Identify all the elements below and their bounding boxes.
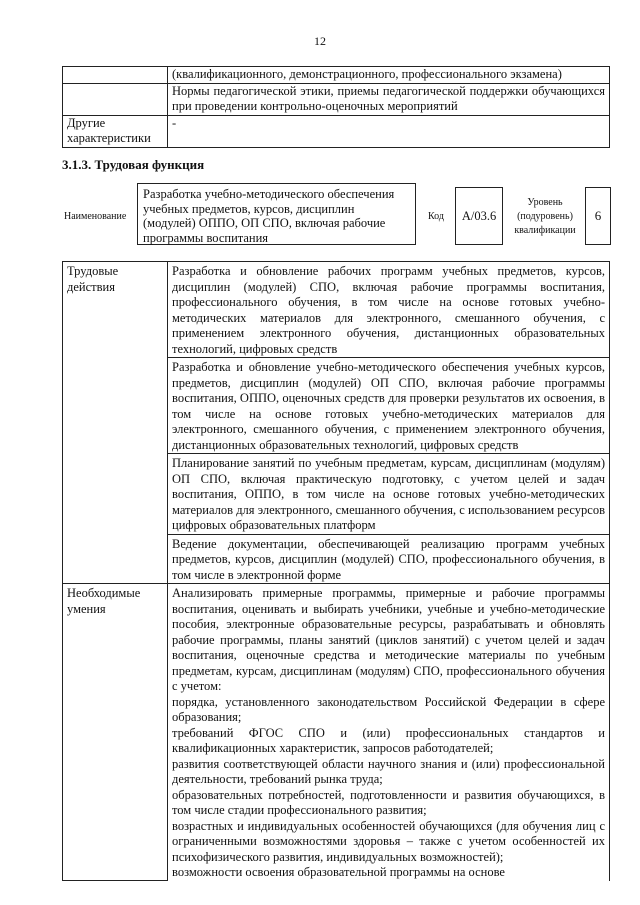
other-characteristics-label: Другие характеристики <box>63 115 168 147</box>
ethics-norms: Нормы педагогической этики, приемы педагогической поддержки обучающихся при проведении контрольно-оценочных мероприятий <box>168 83 610 115</box>
skill-item: порядка, установленного законодательством Российской Федерации в сфере образования; <box>172 694 605 724</box>
labor-action: Ведение документации, обеспечивающей реализацию программ учебных предметов, курсов, дисциплин (модулей) СПО, профессионального обучения, в том числе в электронной форме <box>168 534 610 584</box>
section-heading: 3.1.3. Трудовая функция <box>62 157 205 172</box>
level-box: 6 <box>585 187 611 245</box>
labor-action: Планирование занятий по учебным предметам, курсам, дисциплинам (модулям) ОП СПО, включая практическую подготовку, с учетом целей и задач воспитания, ОППО, в том числе на основе готовых учебно-методических материалов для электронного, смешанного обучения, с использованием ресурсов цифровых образовательных платформ <box>168 454 610 535</box>
required-skills-cell <box>168 584 610 881</box>
skill-item: возрастных и индивидуальных особенностей обучающихся (для обучения лиц с ограниченными возможностями здоровья – также с учетом особенностей их психофизического развития, индивидуальных возможностей); <box>172 818 605 864</box>
function-name-box: Разработка учебно-методического обеспечения учебных предметов, курсов, дисциплин (модулей) ОППО, ОП СПО, включая рабочие программы воспитания <box>137 183 416 245</box>
function-table <box>62 261 610 881</box>
labor-actions-label: Трудовые действия <box>63 262 168 584</box>
skill-item: Анализировать примерные программы, примерные и рабочие программы воспитания, оценивать и выбирать учебники, учебные и учебно-методические пособия, электронные образовательные ресурсы, разрабатывать и обновлять рабочие программы, планы занятий (циклов занятий) с учетом целей и задач воспитания, оценочные средства и методические материалы по учебным предметам, курсам, дисциплинам (модулям) СПО, профессионального обучения с учетом: <box>172 586 605 693</box>
skill-item: возможности освоения образовательной программы на основе <box>172 865 505 879</box>
labor-action: Разработка и обновление учебно-методического обеспечения учебных курсов, предметов, дисциплин (модулей) ОП СПО, включая рабочие программы воспитания, ОППО, оценочных средств для проверки результатов их освоения, в том числе на основе готовых учебно-методических материалов для электронного, смешанного обучения, с применением электронного обучения, дистанционных образовательных технологий, цифровых средств <box>168 358 610 454</box>
skill-item: требований ФГОС СПО и (или) профессиональных стандартов и квалификационных характеристик, запросов работодателей; <box>172 725 605 755</box>
empty-cell <box>63 83 168 115</box>
other-characteristics-value: - <box>168 115 610 147</box>
labor-action: Разработка и обновление рабочих программ учебных предметов, курсов, дисциплин (модулей) СПО, включая рабочие программы воспитания, профессионального обучения, в том числе на основе готовых учебно-методических материалов для электронного, смешанного обучения, с применением электронного обучения, дистанционных образовательных технологий, цифровых средств <box>168 262 610 358</box>
empty-cell <box>63 67 168 84</box>
code-box: A/03.6 <box>455 187 503 245</box>
skill-item: образовательных потребностей, подготовленности и развития обучающихся, в том числе стадии профессионального развития; <box>172 787 605 817</box>
required-skills-label: Необходимые умения <box>63 584 168 881</box>
exam-continuation: (квалификационного, демонстрационного, профессионального экзамена) <box>168 67 610 84</box>
continuation-table <box>62 66 610 148</box>
code-label: Код <box>428 211 444 222</box>
skill-item: развития соответствующей области научного знания и (или) профессиональной деятельности, требований рынка труда; <box>172 756 605 786</box>
page-number: 12 <box>314 34 326 48</box>
level-label: Уровень (подуровень) квалификации <box>514 197 576 236</box>
name-label: Наименование <box>64 211 127 222</box>
